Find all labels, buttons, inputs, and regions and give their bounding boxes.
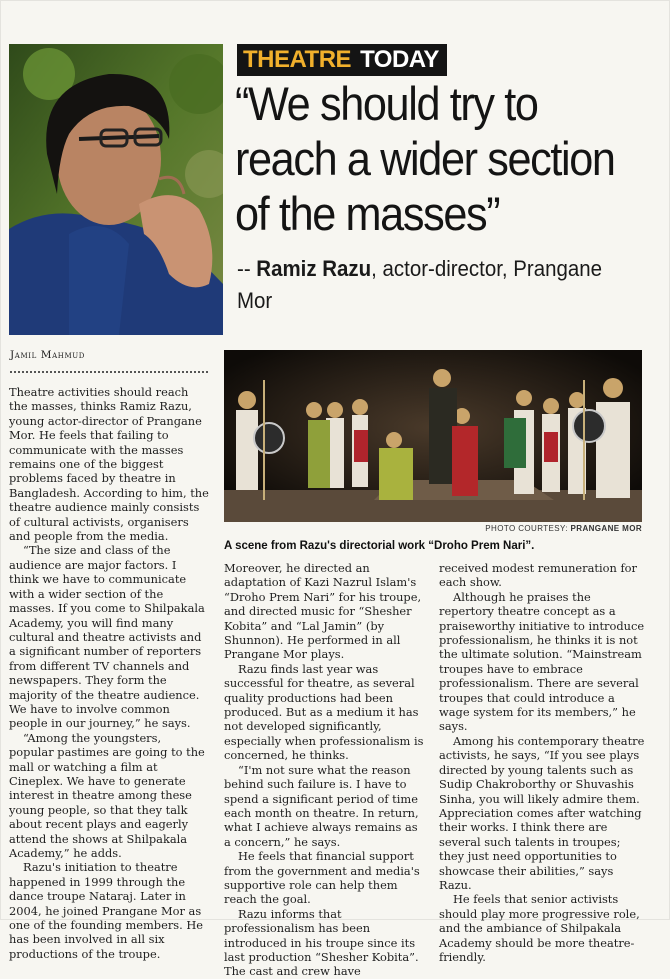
headline: “We should try to reach a wider section of the masses” [235,77,615,240]
photo-credit [224,524,642,533]
paragraph: “The size and class of the audience are major factors. I think we have to communicate with a wider section of the masses. If you come to Shilpakala Academy, you will find many cultural and theatre activists and a significant number of reporters from different TV channels and newspapers. They form the majority of the theatre audience. We have to involve common people in our journey,” he says. [9,543,205,731]
article-column-1 [9,385,209,961]
article-column-2 [224,561,428,979]
photo-credit-source: PRANGANE MOR [570,524,642,533]
paragraph: Although he praises the repertory theatre concept as a praiseworthy initiative to introduce professionalism, he thinks it is not the ultimate solution. “Mainstream troupes have to embrace professionalism. There are several troupes that could introduce a wage system for its members,” he says. [439,589,645,734]
author-name: Jamil Mahmud [10,349,85,361]
paragraph: Theatre activities should reach the masses, thinks Ramiz Razu, young actor-director of Prangane Mor. He feels that failing to communicate with the masses remains one of the biggest problems faced by theatre in Bangladesh. According to him, the theatre audience mainly consists of cultural activists, organisers and people from the media. [9,385,209,544]
byline [237,253,628,317]
byline-prefix: -- [237,256,257,281]
paragraph: He feels that financial support from the government and media's supportive role can help them reach the goal. [224,849,420,907]
paragraph: received modest remuneration for each show. [439,561,637,590]
section-tag [237,44,447,76]
stage-photo [224,350,642,522]
paragraph: “Among the youngsters, popular pastimes are going to the mall or watching a film at Cineplex. We have to generate interest in theatre among these young people, so that they talk about recent plays and eagerly attend the shows at Shilpakala Academy,” he adds. [9,730,205,860]
portrait-photo [9,44,223,335]
section-tag-theatre: THEATRE [237,44,355,76]
paragraph: He feels that senior activists should play more progressive role, and the ambiance of Shilpakala Academy should be more theatre-friendly. [439,892,640,964]
paragraph: Razu informs that professionalism has been introduced in his troupe since its last production “Shesher Kobita”. The cast and crew have [224,906,419,979]
section-tag-today: TODAY [355,44,447,76]
paragraph: Among his contemporary theatre activists, he says, “If you see plays directed by young talents such as Sudip Chakroborthy or Shuvashis Sinha, you will likely admire them. Appreciation comes after watching their works. I think there are several such talents in troupes; they just need opportunities to showcase their abilities,” says Razu. [439,733,645,892]
photo-credit-label: PHOTO COURTESY: [485,524,568,533]
paragraph: Razu's initiation to theatre happened in 1999 through the dance troupe Nataraj. Later in 2004, he joined Prangane Mor as one of the founding members. He has been involved in all six productions of the troupe. [9,860,204,961]
byline-name: Ramiz Razu [256,256,372,281]
byline-rest: , actor-director, Prangane Mor [237,256,603,313]
dotted-rule [10,371,208,373]
paragraph: “I'm not sure what the reason behind such failure is. I have to spend a significant period of time each month on theatre. In return, what I achieve always remains as a concern,” he says. [224,762,419,849]
paragraph: Razu finds last year was successful for theatre, as several quality productions had been produced. But as a medium it has not developed significantly, especially when professionalism is concerned, he thinks. [224,661,424,763]
paragraph: Moreover, he directed an adaptation of Kazi Nazrul Islam's “Droho Prem Nari” for his troupe, and directed music for “Shesher Kobita” and “Lal Jamin” (by Shunnon). He performed in all Prangane Mor plays. [224,561,422,662]
photo-caption: A scene from Razu's directorial work “Droho Prem Nari”. [224,540,535,552]
article-column-3 [439,561,646,964]
